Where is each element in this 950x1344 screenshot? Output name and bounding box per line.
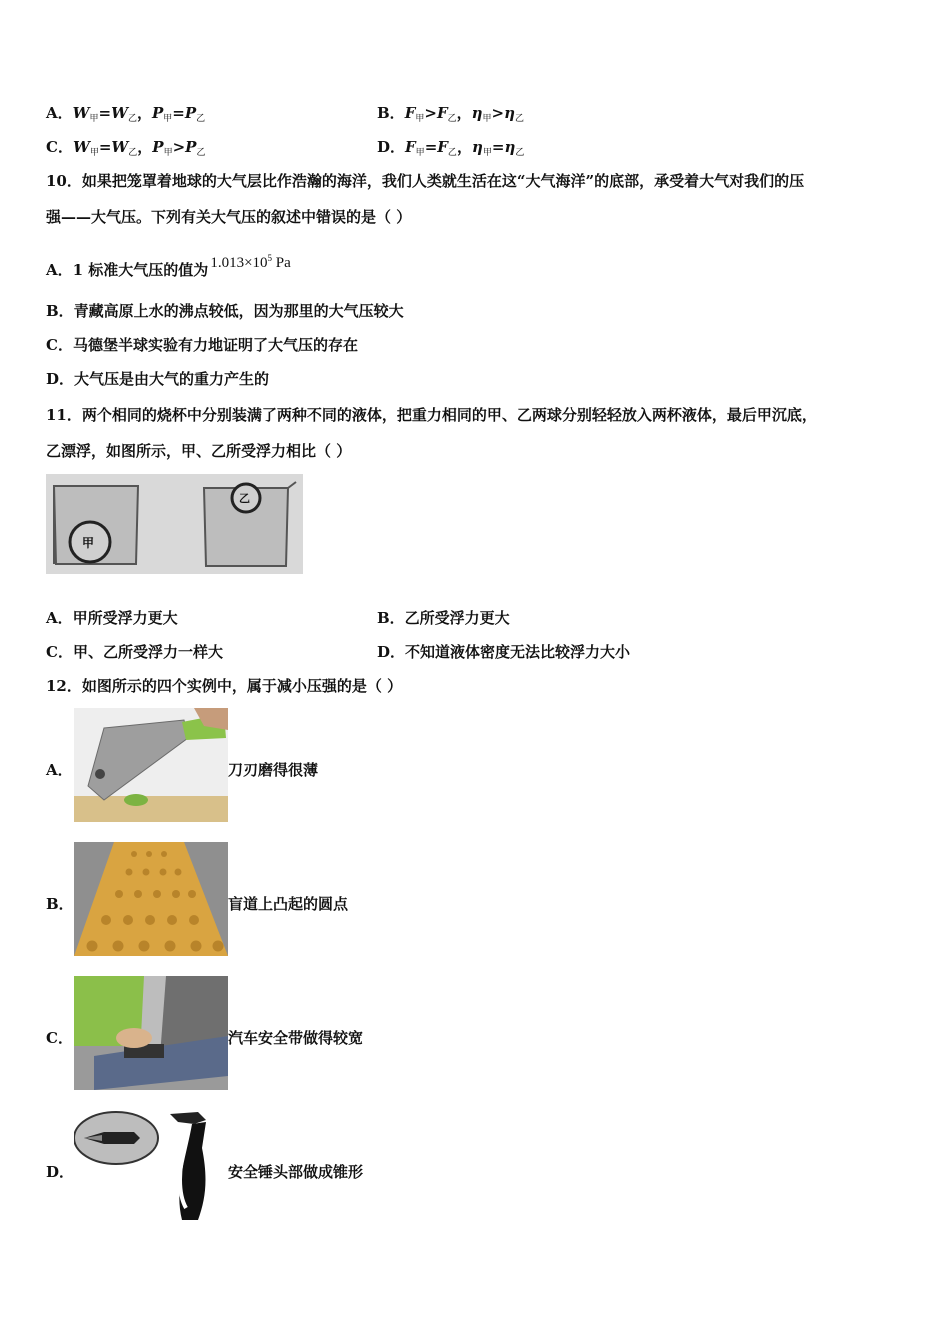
knife-photo bbox=[74, 708, 228, 822]
q11-stem-line2: 乙漂浮，如图所示，甲、乙所受浮力相比（ ） bbox=[46, 442, 352, 460]
ball-jia-label: 甲 bbox=[82, 536, 95, 550]
q12-option-a-letter: A． bbox=[46, 761, 73, 779]
q9-option-d: D．$F_甲=F_乙$，$\eta_甲=\eta_乙$ bbox=[377, 138, 525, 158]
tactile-paving-photo bbox=[74, 842, 228, 956]
q12-option-d-letter: D． bbox=[46, 1163, 75, 1181]
q12-stem: 12．如图所示的四个实例中，属于减小压强的是（ ） bbox=[46, 677, 403, 695]
q11-option-c: C．甲、乙所受浮力一样大 bbox=[46, 643, 223, 661]
pressure-value: $1.013\times 10^5$ Pa bbox=[210, 253, 291, 271]
seatbelt-photo bbox=[74, 976, 228, 1090]
q12-option-b-text: 盲道上凸起的圆点 bbox=[228, 895, 349, 913]
q12-option-c-text: 汽车安全带做得较宽 bbox=[228, 1029, 364, 1047]
safety-hammer-photo bbox=[74, 1108, 228, 1226]
q10-stem-line2: 强——大气压。下列有关大气压的叙述中错误的是（ ） bbox=[46, 208, 412, 226]
q12-option-b-letter: B． bbox=[46, 895, 74, 913]
q9-option-a: A．$W_甲=W_乙$，$P_甲=P_乙$ bbox=[46, 104, 206, 124]
beakers-figure bbox=[46, 474, 303, 574]
q12-option-d-text: 安全锤头部做成锥形 bbox=[228, 1163, 364, 1181]
q11-option-b: B．乙所受浮力更大 bbox=[377, 609, 510, 627]
q10-option-a: A．1 标准大气压的值为 $1.013\times 10^5$ Pa bbox=[46, 253, 291, 279]
q11-stem-line1: 11．两个相同的烧杯中分别装满了两种不同的液体，把重力相同的甲、乙两球分别轻轻放入两杯液体，最后甲沉底， bbox=[46, 406, 817, 424]
q10-option-b: B．青藏高原上水的沸点较低，因为那里的大气压较大 bbox=[46, 302, 404, 320]
ball-yi-label: 乙 bbox=[239, 492, 250, 505]
q10-option-d: D．大气压是由大气的重力产生的 bbox=[46, 370, 270, 388]
q12-option-c-letter: C． bbox=[46, 1029, 73, 1047]
q10-option-c: C．马德堡半球实验有力地证明了大气压的存在 bbox=[46, 336, 358, 354]
q12-option-a-text: 刀刃磨得很薄 bbox=[228, 761, 319, 779]
q11-option-d: D．不知道液体密度无法比较浮力大小 bbox=[377, 643, 631, 661]
q10-stem-line1: 10．如果把笼罩着地球的大气层比作浩瀚的海洋，我们人类就生活在这“大气海洋”的底部，承受着大气对我们的压 bbox=[46, 172, 805, 190]
q9-option-c: C．$W_甲=W_乙$，$P_甲>P_乙$ bbox=[46, 138, 206, 158]
q11-option-a: A．甲所受浮力更大 bbox=[46, 609, 178, 627]
q9-option-b: B．$F_甲>F_乙$，$\eta_甲>\eta_乙$ bbox=[377, 104, 525, 124]
